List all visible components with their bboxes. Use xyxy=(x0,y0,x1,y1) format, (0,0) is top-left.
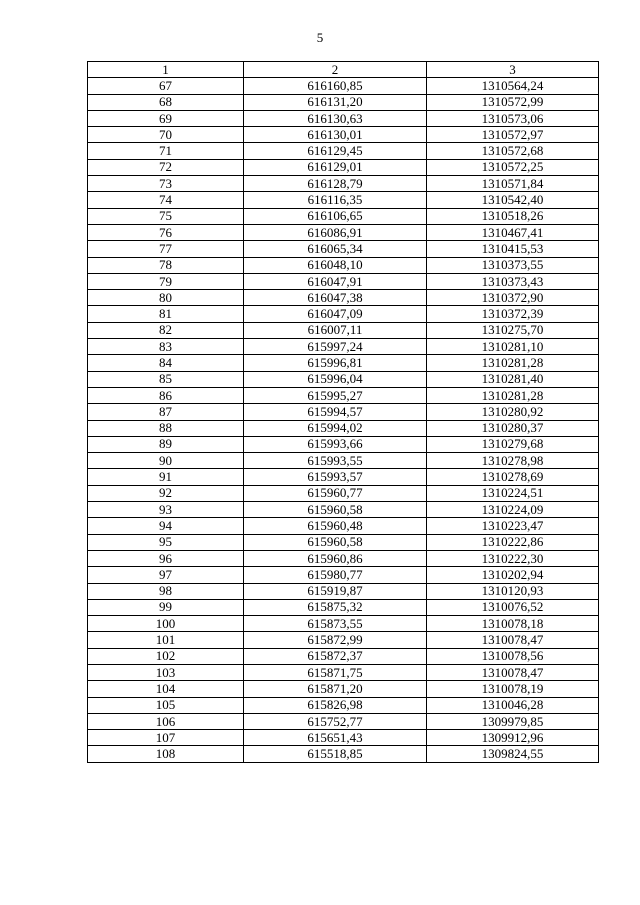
cell-point-number: 74 xyxy=(88,192,244,208)
cell-y-coordinate: 1310046,28 xyxy=(427,697,599,713)
cell-x-coordinate: 616047,09 xyxy=(244,306,427,322)
cell-y-coordinate: 1310280,92 xyxy=(427,404,599,420)
table-row xyxy=(88,746,599,762)
header-cell-y: 3 xyxy=(427,62,599,78)
cell-x-coordinate: 615752,77 xyxy=(244,713,427,729)
cell-y-coordinate: 1310223,47 xyxy=(427,518,599,534)
cell-point-number: 81 xyxy=(88,306,244,322)
cell-point-number: 94 xyxy=(88,518,244,534)
cell-x-coordinate: 615996,81 xyxy=(244,355,427,371)
cell-point-number: 101 xyxy=(88,632,244,648)
cell-x-coordinate: 615994,02 xyxy=(244,420,427,436)
cell-y-coordinate: 1310078,47 xyxy=(427,632,599,648)
cell-point-number: 91 xyxy=(88,469,244,485)
cell-y-coordinate: 1310278,69 xyxy=(427,469,599,485)
cell-y-coordinate: 1310078,56 xyxy=(427,648,599,664)
cell-x-coordinate: 616129,45 xyxy=(244,143,427,159)
table-row xyxy=(88,681,599,697)
cell-point-number: 103 xyxy=(88,664,244,680)
table-row xyxy=(88,583,599,599)
table-row xyxy=(88,273,599,289)
table-row xyxy=(88,453,599,469)
cell-x-coordinate: 616047,91 xyxy=(244,273,427,289)
cell-x-coordinate: 615518,85 xyxy=(244,746,427,762)
cell-y-coordinate: 1310222,86 xyxy=(427,534,599,550)
table-row xyxy=(88,306,599,322)
cell-point-number: 69 xyxy=(88,110,244,126)
table-row xyxy=(88,730,599,746)
cell-point-number: 89 xyxy=(88,436,244,452)
cell-y-coordinate: 1310518,26 xyxy=(427,208,599,224)
cell-y-coordinate: 1309979,85 xyxy=(427,713,599,729)
cell-y-coordinate: 1310224,09 xyxy=(427,502,599,518)
cell-x-coordinate: 616130,63 xyxy=(244,110,427,126)
cell-point-number: 95 xyxy=(88,534,244,550)
table-row xyxy=(88,697,599,713)
cell-x-coordinate: 615993,57 xyxy=(244,469,427,485)
cell-point-number: 79 xyxy=(88,273,244,289)
cell-x-coordinate: 615872,99 xyxy=(244,632,427,648)
table-row xyxy=(88,632,599,648)
cell-x-coordinate: 615993,66 xyxy=(244,436,427,452)
cell-x-coordinate: 616116,35 xyxy=(244,192,427,208)
table-row xyxy=(88,208,599,224)
cell-y-coordinate: 1310281,28 xyxy=(427,355,599,371)
cell-y-coordinate: 1310279,68 xyxy=(427,436,599,452)
cell-point-number: 76 xyxy=(88,224,244,240)
table-row xyxy=(88,241,599,257)
cell-y-coordinate: 1310372,90 xyxy=(427,290,599,306)
table-row xyxy=(88,78,599,94)
table-row xyxy=(88,469,599,485)
cell-y-coordinate: 1310078,19 xyxy=(427,681,599,697)
cell-x-coordinate: 616047,38 xyxy=(244,290,427,306)
cell-x-coordinate: 615995,27 xyxy=(244,387,427,403)
cell-point-number: 70 xyxy=(88,127,244,143)
cell-point-number: 86 xyxy=(88,387,244,403)
table-row xyxy=(88,257,599,273)
coordinates-table xyxy=(87,61,599,763)
cell-x-coordinate: 615960,58 xyxy=(244,534,427,550)
cell-x-coordinate: 616086,91 xyxy=(244,224,427,240)
table-row xyxy=(88,290,599,306)
cell-x-coordinate: 616106,65 xyxy=(244,208,427,224)
header-cell-point-number: 1 xyxy=(88,62,244,78)
cell-y-coordinate: 1310573,06 xyxy=(427,110,599,126)
cell-x-coordinate: 616128,79 xyxy=(244,176,427,192)
cell-point-number: 96 xyxy=(88,550,244,566)
cell-y-coordinate: 1310280,37 xyxy=(427,420,599,436)
table-row xyxy=(88,550,599,566)
cell-y-coordinate: 1310120,93 xyxy=(427,583,599,599)
cell-y-coordinate: 1310571,84 xyxy=(427,176,599,192)
cell-x-coordinate: 615826,98 xyxy=(244,697,427,713)
table-row xyxy=(88,436,599,452)
table-row xyxy=(88,420,599,436)
cell-point-number: 71 xyxy=(88,143,244,159)
cell-x-coordinate: 615960,77 xyxy=(244,485,427,501)
table-row xyxy=(88,485,599,501)
cell-y-coordinate: 1310278,98 xyxy=(427,453,599,469)
cell-x-coordinate: 615872,37 xyxy=(244,648,427,664)
cell-y-coordinate: 1310202,94 xyxy=(427,567,599,583)
cell-y-coordinate: 1310224,51 xyxy=(427,485,599,501)
header-row xyxy=(88,62,599,78)
cell-y-coordinate: 1310572,99 xyxy=(427,94,599,110)
table-body xyxy=(88,78,599,762)
cell-y-coordinate: 1310281,40 xyxy=(427,371,599,387)
cell-y-coordinate: 1310078,18 xyxy=(427,616,599,632)
cell-x-coordinate: 615996,04 xyxy=(244,371,427,387)
cell-point-number: 97 xyxy=(88,567,244,583)
cell-x-coordinate: 615919,87 xyxy=(244,583,427,599)
table-row xyxy=(88,534,599,550)
cell-point-number: 87 xyxy=(88,404,244,420)
table-row xyxy=(88,599,599,615)
cell-x-coordinate: 615651,43 xyxy=(244,730,427,746)
page-number: 5 xyxy=(316,30,324,45)
table-row xyxy=(88,404,599,420)
cell-point-number: 105 xyxy=(88,697,244,713)
cell-point-number: 93 xyxy=(88,502,244,518)
table-row xyxy=(88,567,599,583)
cell-point-number: 78 xyxy=(88,257,244,273)
cell-point-number: 85 xyxy=(88,371,244,387)
cell-y-coordinate: 1310372,39 xyxy=(427,306,599,322)
table-row xyxy=(88,387,599,403)
table-row xyxy=(88,648,599,664)
cell-x-coordinate: 616160,85 xyxy=(244,78,427,94)
cell-point-number: 68 xyxy=(88,94,244,110)
cell-x-coordinate: 615871,75 xyxy=(244,664,427,680)
table-row xyxy=(88,339,599,355)
cell-x-coordinate: 616130,01 xyxy=(244,127,427,143)
cell-point-number: 92 xyxy=(88,485,244,501)
cell-point-number: 84 xyxy=(88,355,244,371)
table-row xyxy=(88,110,599,126)
cell-y-coordinate: 1310373,43 xyxy=(427,273,599,289)
cell-point-number: 102 xyxy=(88,648,244,664)
cell-y-coordinate: 1309824,55 xyxy=(427,746,599,762)
cell-x-coordinate: 615994,57 xyxy=(244,404,427,420)
cell-y-coordinate: 1310564,24 xyxy=(427,78,599,94)
cell-point-number: 67 xyxy=(88,78,244,94)
cell-y-coordinate: 1310281,28 xyxy=(427,387,599,403)
cell-x-coordinate: 616131,20 xyxy=(244,94,427,110)
cell-point-number: 72 xyxy=(88,159,244,175)
cell-point-number: 75 xyxy=(88,208,244,224)
cell-x-coordinate: 616007,11 xyxy=(244,322,427,338)
cell-x-coordinate: 616129,01 xyxy=(244,159,427,175)
cell-y-coordinate: 1310222,30 xyxy=(427,550,599,566)
cell-point-number: 104 xyxy=(88,681,244,697)
table-header xyxy=(88,62,599,78)
cell-x-coordinate: 616048,10 xyxy=(244,257,427,273)
table-row xyxy=(88,664,599,680)
cell-point-number: 98 xyxy=(88,583,244,599)
cell-x-coordinate: 616065,34 xyxy=(244,241,427,257)
table-row xyxy=(88,502,599,518)
table-row xyxy=(88,94,599,110)
cell-point-number: 82 xyxy=(88,322,244,338)
cell-y-coordinate: 1310373,55 xyxy=(427,257,599,273)
cell-point-number: 88 xyxy=(88,420,244,436)
cell-point-number: 106 xyxy=(88,713,244,729)
cell-point-number: 80 xyxy=(88,290,244,306)
table-row xyxy=(88,176,599,192)
table-row xyxy=(88,355,599,371)
cell-x-coordinate: 615993,55 xyxy=(244,453,427,469)
cell-point-number: 107 xyxy=(88,730,244,746)
cell-y-coordinate: 1310572,25 xyxy=(427,159,599,175)
table-row xyxy=(88,159,599,175)
table-row xyxy=(88,127,599,143)
cell-y-coordinate: 1310542,40 xyxy=(427,192,599,208)
cell-x-coordinate: 615960,86 xyxy=(244,550,427,566)
cell-point-number: 90 xyxy=(88,453,244,469)
cell-y-coordinate: 1310572,68 xyxy=(427,143,599,159)
table-row xyxy=(88,616,599,632)
cell-y-coordinate: 1309912,96 xyxy=(427,730,599,746)
cell-point-number: 83 xyxy=(88,339,244,355)
cell-y-coordinate: 1310076,52 xyxy=(427,599,599,615)
cell-point-number: 99 xyxy=(88,599,244,615)
table-row xyxy=(88,322,599,338)
cell-point-number: 108 xyxy=(88,746,244,762)
cell-y-coordinate: 1310467,41 xyxy=(427,224,599,240)
table-row xyxy=(88,713,599,729)
cell-x-coordinate: 615873,55 xyxy=(244,616,427,632)
cell-x-coordinate: 615960,58 xyxy=(244,502,427,518)
cell-point-number: 100 xyxy=(88,616,244,632)
table-row xyxy=(88,224,599,240)
table-row xyxy=(88,192,599,208)
cell-x-coordinate: 615871,20 xyxy=(244,681,427,697)
table-row xyxy=(88,371,599,387)
cell-y-coordinate: 1310281,10 xyxy=(427,339,599,355)
table-row xyxy=(88,143,599,159)
cell-point-number: 73 xyxy=(88,176,244,192)
cell-y-coordinate: 1310415,53 xyxy=(427,241,599,257)
header-cell-x: 2 xyxy=(244,62,427,78)
cell-point-number: 77 xyxy=(88,241,244,257)
cell-x-coordinate: 615960,48 xyxy=(244,518,427,534)
cell-y-coordinate: 1310572,97 xyxy=(427,127,599,143)
cell-y-coordinate: 1310275,70 xyxy=(427,322,599,338)
cell-y-coordinate: 1310078,47 xyxy=(427,664,599,680)
cell-x-coordinate: 615997,24 xyxy=(244,339,427,355)
cell-x-coordinate: 615875,32 xyxy=(244,599,427,615)
cell-x-coordinate: 615980,77 xyxy=(244,567,427,583)
table-row xyxy=(88,518,599,534)
